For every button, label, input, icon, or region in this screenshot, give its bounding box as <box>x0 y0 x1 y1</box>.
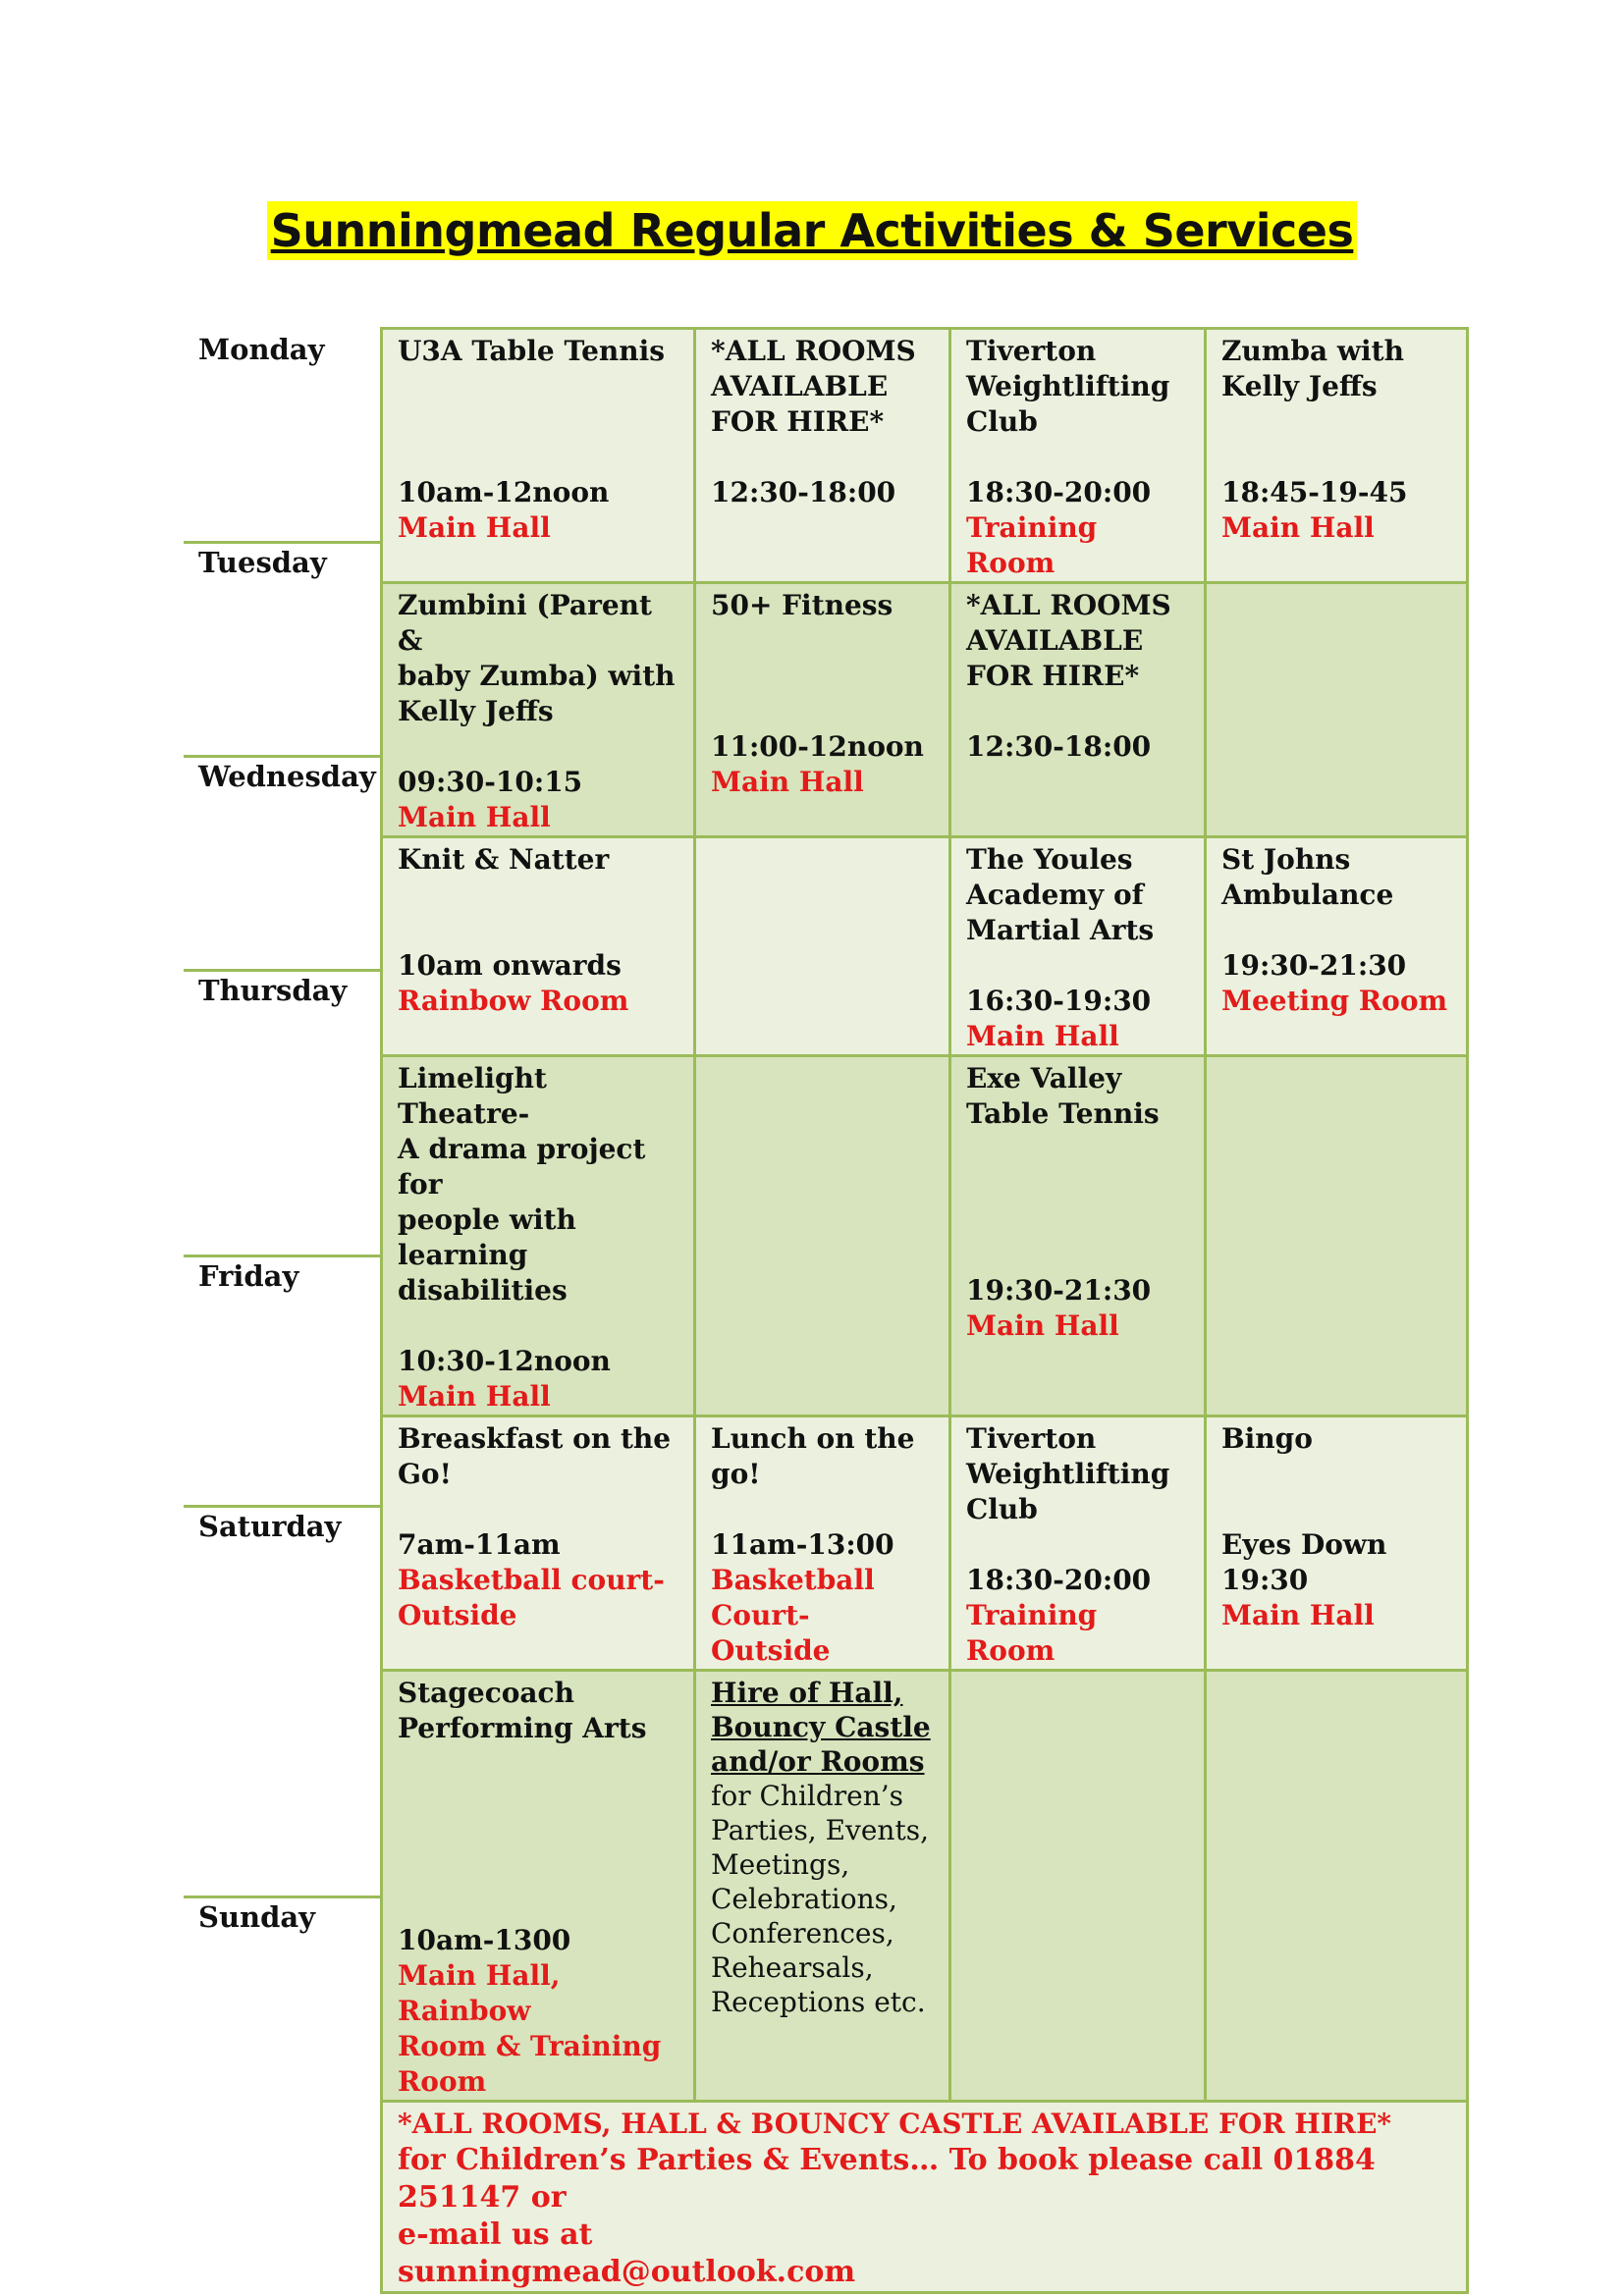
activity-line: Tiverton <box>966 335 1097 367</box>
activity-line: Ambulance <box>1221 879 1394 911</box>
activity-line: Kelly Jeffs <box>398 695 554 727</box>
activity-line: Zumbini (Parent & <box>398 589 652 657</box>
table-row-monday <box>382 329 1468 583</box>
activity-room: Main Hall <box>1221 511 1375 544</box>
activity-line: Club <box>966 1493 1038 1525</box>
activity-time: 12:30-18:00 <box>966 730 1152 763</box>
activity-line: St Johns <box>1221 843 1351 876</box>
activity-room: Training Room <box>966 1599 1098 1667</box>
row-divider <box>184 969 380 972</box>
activity-name: U3A Table Tennis <box>398 335 666 367</box>
table-row-friday <box>382 1416 1468 1671</box>
friday-cell-3 <box>950 1416 1206 1671</box>
activity-line: Table Tennis <box>966 1097 1160 1130</box>
wednesday-cell-3 <box>950 837 1206 1056</box>
activity-time: 19:30-21:30 <box>966 1274 1152 1307</box>
activity-line: Breaskfast on the <box>398 1422 672 1455</box>
saturday-cell-4 <box>1206 1671 1468 2102</box>
activity-line: baby Zumba) with <box>398 660 676 692</box>
sunday-booking-text: for Children’s Parties & Events… To book please call 01884 251147 or <box>398 2143 1376 2215</box>
row-divider <box>184 1896 380 1898</box>
row-divider <box>184 541 380 544</box>
page-title: Sunningmead Regular Activities & Services <box>267 201 1358 260</box>
activity-line: Celebrations, <box>711 1883 897 1915</box>
thursday-cell-4 <box>1206 1056 1468 1416</box>
activity-room: Main Hall <box>398 511 551 544</box>
activity-line: Meetings, <box>711 1848 850 1881</box>
activity-line: Tiverton <box>966 1422 1097 1455</box>
activity-room: Basketball <box>711 1564 875 1596</box>
tuesday-cell-3 <box>950 583 1206 837</box>
wednesday-cell-2 <box>695 837 950 1056</box>
sunday-hire-notice: *ALL ROOMS, HALL & BOUNCY CASTLE AVAILABLE FOR HIRE* <box>398 2108 1392 2140</box>
activity-time: 18:30-20:00 <box>966 476 1152 508</box>
day-label-monday: Monday <box>198 333 325 366</box>
day-label-thursday: Thursday <box>198 974 348 1007</box>
activity-room: Main Hall <box>398 801 551 833</box>
activity-time: 10am-1300 <box>398 1924 571 1956</box>
saturday-cell-1 <box>382 1671 695 2102</box>
activity-room: Main Hall <box>1221 1599 1375 1631</box>
activity-line: learning <box>398 1239 528 1271</box>
activity-line: Lunch on the <box>711 1422 915 1455</box>
activity-time: 18:45-19-45 <box>1221 476 1408 508</box>
activity-line: Eyes Down <box>1221 1528 1387 1561</box>
activity-line: Limelight Theatre- <box>398 1062 547 1130</box>
activity-time: 16:30-19:30 <box>966 985 1152 1017</box>
activity-time: 10am onwards <box>398 949 622 982</box>
wednesday-cell-4 <box>1206 837 1468 1056</box>
saturday-cell-3 <box>950 1671 1206 2102</box>
activity-line: Hire of Hall, <box>711 1677 903 1709</box>
activity-time: 7am-11am <box>398 1528 561 1561</box>
activity-line: Weightlifting <box>966 1458 1170 1490</box>
schedule-table <box>380 327 1469 2294</box>
activity-line: Club <box>966 405 1038 438</box>
activity-line: Academy of <box>966 879 1144 911</box>
sunday-email-prefix: e-mail us at <box>398 2217 593 2252</box>
tuesday-cell-2 <box>695 583 950 837</box>
day-label-wednesday: Wednesday <box>198 760 376 793</box>
activity-time: 10am-12noon <box>398 476 610 508</box>
activity-room: Rainbow Room <box>398 985 629 1017</box>
activity-room: Main Hall <box>711 766 864 798</box>
activity-line: Bouncy Castle <box>711 1711 931 1743</box>
table-row-thursday <box>382 1056 1468 1416</box>
activity-room: Main Hall, Rainbow <box>398 1959 561 2027</box>
activity-line: Zumba with <box>1221 335 1404 367</box>
monday-cell-2 <box>695 329 950 583</box>
thursday-cell-2 <box>695 1056 950 1416</box>
activity-time: 09:30-10:15 <box>398 766 583 798</box>
activity-room: Room <box>398 2065 487 2098</box>
table-row-saturday <box>382 1671 1468 2102</box>
activity-line: Performing Arts <box>398 1712 647 1744</box>
activity-room: Main Hall <box>398 1380 551 1413</box>
activity-line: Martial Arts <box>966 914 1155 946</box>
activity-time: 19:30 <box>1221 1564 1309 1596</box>
activity-line: FOR HIRE* <box>711 405 885 438</box>
saturday-cell-2 <box>695 1671 950 2102</box>
activity-room: Basketball court- <box>398 1564 665 1596</box>
activity-line: FOR HIRE* <box>966 660 1140 692</box>
thursday-cell-1 <box>382 1056 695 1416</box>
activity-line: A drama project for <box>398 1133 646 1201</box>
activity-line: Go! <box>398 1458 452 1490</box>
table-row-wednesday <box>382 837 1468 1056</box>
header <box>0 201 1624 260</box>
activity-room: Court- Outside <box>711 1599 831 1667</box>
activity-time: 12:30-18:00 <box>711 476 896 508</box>
activity-line: disabilities <box>398 1274 568 1307</box>
activity-time: 10:30-12noon <box>398 1345 611 1377</box>
activity-line: go! <box>711 1458 761 1490</box>
monday-cell-1 <box>382 329 695 583</box>
wednesday-cell-1 <box>382 837 695 1056</box>
monday-cell-4 <box>1206 329 1468 583</box>
friday-cell-4 <box>1206 1416 1468 1671</box>
activity-line: *ALL ROOMS <box>966 589 1171 621</box>
row-divider <box>184 1255 380 1257</box>
activity-line: The Youles <box>966 843 1133 876</box>
friday-cell-1 <box>382 1416 695 1671</box>
activity-line: AVAILABLE <box>711 370 889 402</box>
activity-time: 19:30-21:30 <box>1221 949 1407 982</box>
activity-line: for Children’s <box>711 1780 904 1812</box>
activity-name: Knit & Natter <box>398 843 610 876</box>
table-row-tuesday <box>382 583 1468 837</box>
thursday-cell-3 <box>950 1056 1206 1416</box>
activity-name: 50+ Fitness <box>711 589 893 621</box>
activity-name: Bingo <box>1221 1422 1313 1455</box>
table-row-sunday <box>382 2102 1468 2293</box>
activity-line: people with <box>398 1203 576 1236</box>
activity-line: Rehearsals, <box>711 1951 874 1984</box>
activity-room: Main Hall <box>966 1309 1119 1342</box>
activity-room: Main Hall <box>966 1020 1119 1052</box>
activity-line: Weightlifting <box>966 370 1170 402</box>
activity-room: Outside <box>398 1599 517 1631</box>
row-divider <box>184 755 380 758</box>
activity-time: 11am-13:00 <box>711 1528 894 1561</box>
activity-time: 11:00-12noon <box>711 730 924 763</box>
activity-line: AVAILABLE <box>966 624 1144 657</box>
day-label-sunday: Sunday <box>198 1900 316 1934</box>
sunday-cell <box>382 2102 1468 2293</box>
activity-line: Parties, Events, <box>711 1814 929 1846</box>
activity-line: Receptions etc. <box>711 1986 926 2018</box>
day-label-tuesday: Tuesday <box>198 546 327 579</box>
activity-room: Room & Training <box>398 2030 662 2062</box>
friday-cell-2 <box>695 1416 950 1671</box>
tuesday-cell-1 <box>382 583 695 837</box>
day-label-friday: Friday <box>198 1259 299 1293</box>
sunday-email-address: sunningmead@outlook.com <box>398 2255 856 2289</box>
activity-line: and/or Rooms <box>711 1745 925 1778</box>
tuesday-cell-4 <box>1206 583 1468 837</box>
activity-line: Stagecoach <box>398 1677 574 1709</box>
activity-room: Meeting Room <box>1221 985 1448 1017</box>
activity-line: Kelly Jeffs <box>1221 370 1378 402</box>
row-divider <box>184 1505 380 1508</box>
activity-line: *ALL ROOMS <box>711 335 916 367</box>
monday-cell-3 <box>950 329 1206 583</box>
activity-room: Training Room <box>966 511 1098 579</box>
activity-time: 18:30-20:00 <box>966 1564 1152 1596</box>
activity-line: Exe Valley <box>966 1062 1122 1095</box>
day-label-saturday: Saturday <box>198 1510 342 1543</box>
activity-line: Conferences, <box>711 1917 894 1949</box>
